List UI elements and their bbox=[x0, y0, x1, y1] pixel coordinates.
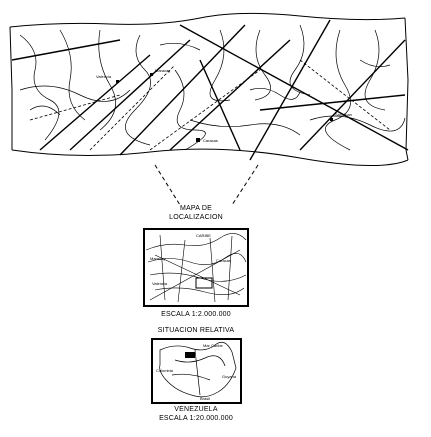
place-label-caracas: Caracas bbox=[203, 138, 218, 143]
place-label-san-juan: San Juan bbox=[335, 112, 352, 117]
relative-country-label: VENEZUELA bbox=[174, 406, 218, 413]
relative-label-brasil: Brasil bbox=[200, 396, 211, 401]
relative-study-area bbox=[185, 352, 195, 358]
localization-study-area bbox=[196, 278, 212, 288]
main-map-right-edge bbox=[405, 18, 408, 160]
relative-label-colombia: Colombia bbox=[156, 368, 173, 373]
place-label-valencia: Valencia bbox=[96, 74, 112, 79]
locator-connector-lines bbox=[155, 165, 258, 205]
localization-label-caracas: Caracas bbox=[216, 258, 231, 263]
localization-label-valencia: Valencia bbox=[152, 281, 168, 286]
city-markers bbox=[116, 73, 333, 142]
relative-title: SITUACION RELATIVA bbox=[157, 327, 235, 334]
localization-map-content bbox=[146, 233, 246, 302]
localization-title-line1: MAPA DE bbox=[179, 205, 212, 212]
relative-label-guyana: Guyana bbox=[222, 374, 237, 379]
main-map-top-edge bbox=[10, 13, 405, 27]
main-map-bottom-edge bbox=[12, 149, 408, 165]
localization-scale: ESCALA 1:2.000.000 bbox=[161, 311, 231, 318]
place-label-maracay: Maracay bbox=[155, 68, 171, 73]
relative-scale: ESCALA 1:20.000.000 bbox=[159, 415, 233, 422]
main-map-left-edge bbox=[10, 27, 12, 150]
localization-title-line2: LOCALIZACION bbox=[169, 214, 223, 221]
localization-label-maracay: Maracay bbox=[150, 256, 166, 261]
localization-label-caribe: CARIBE bbox=[196, 233, 211, 238]
relative-label-mar-caribe: Mar Caribe bbox=[203, 343, 223, 348]
